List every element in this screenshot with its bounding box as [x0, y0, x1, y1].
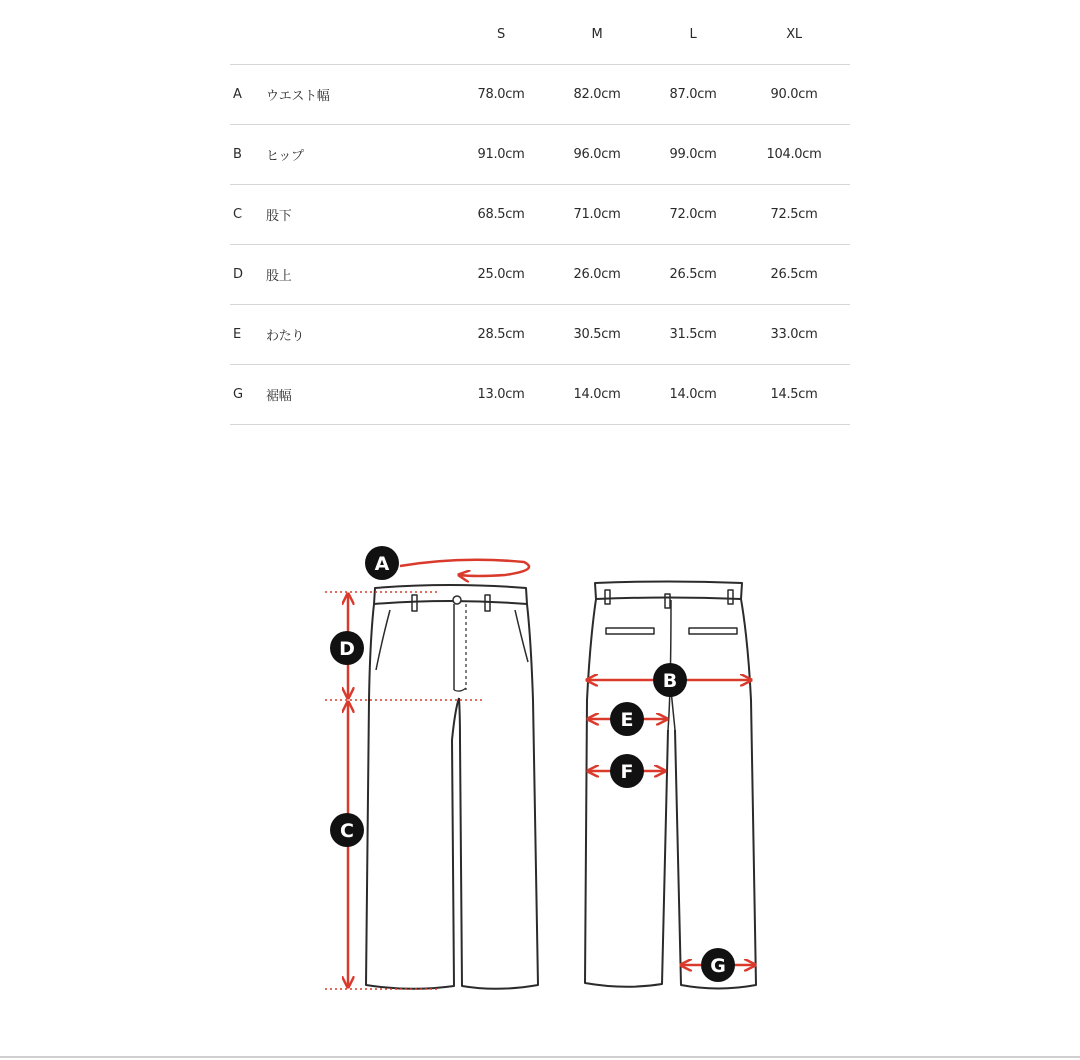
- row-label: ウエスト幅: [266, 89, 330, 104]
- cell-s: 13.0cm: [477, 387, 525, 402]
- label-f: F: [620, 761, 634, 783]
- cell-m: 26.0cm: [573, 267, 621, 282]
- cell-s: 78.0cm: [477, 87, 525, 102]
- cell-xl: 33.0cm: [770, 327, 818, 342]
- cell-m: 82.0cm: [573, 87, 621, 102]
- waist-arrow: [400, 560, 529, 576]
- cell-xl: 14.5cm: [770, 387, 818, 402]
- row-letter: E: [233, 327, 241, 342]
- measurement-guides: [325, 560, 754, 989]
- cell-l: 72.0cm: [669, 207, 717, 222]
- label-d: D: [339, 638, 355, 660]
- column-header-s: S: [497, 26, 505, 42]
- cell-m: 96.0cm: [573, 147, 621, 162]
- cell-m: 30.5cm: [573, 327, 621, 342]
- row-label: 裾幅: [266, 389, 292, 404]
- label-g-badge: [701, 948, 735, 982]
- label-e: E: [620, 709, 634, 731]
- label-g: G: [710, 955, 726, 977]
- cell-xl: 72.5cm: [770, 207, 818, 222]
- label-b-badge: [653, 663, 687, 697]
- column-header-xl: XL: [786, 26, 802, 42]
- label-a: A: [374, 553, 390, 575]
- cell-xl: 104.0cm: [766, 147, 822, 162]
- column-header-l: L: [689, 26, 697, 42]
- cell-l: 31.5cm: [669, 327, 717, 342]
- row-label: わたり: [266, 329, 305, 344]
- row-letter: D: [233, 267, 243, 282]
- back-pants-illustration: [585, 582, 756, 989]
- label-e-badge: [610, 702, 644, 736]
- cell-s: 68.5cm: [477, 207, 525, 222]
- label-c: C: [340, 820, 354, 842]
- row-label: 股上: [266, 269, 292, 284]
- label-f-badge: [610, 754, 644, 788]
- row-letter: C: [233, 207, 242, 222]
- cell-xl: 90.0cm: [770, 87, 818, 102]
- row-letter: B: [233, 147, 242, 162]
- cell-s: 91.0cm: [477, 147, 525, 162]
- cell-xl: 26.5cm: [770, 267, 818, 282]
- front-pants-illustration: [366, 585, 538, 989]
- cell-l: 14.0cm: [669, 387, 717, 402]
- row-letter: A: [233, 87, 242, 102]
- cell-m: 71.0cm: [573, 207, 621, 222]
- cell-s: 25.0cm: [477, 267, 525, 282]
- label-d-badge: [330, 631, 364, 665]
- column-header-m: M: [591, 26, 603, 42]
- row-letter: G: [233, 387, 243, 402]
- row-label: ヒップ: [266, 149, 304, 164]
- cell-l: 87.0cm: [669, 87, 717, 102]
- label-a-badge: [365, 546, 399, 580]
- cell-l: 99.0cm: [669, 147, 717, 162]
- label-b: B: [662, 670, 678, 692]
- bottom-divider: [0, 1056, 1080, 1058]
- cell-m: 14.0cm: [573, 387, 621, 402]
- cell-s: 28.5cm: [477, 327, 525, 342]
- cell-l: 26.5cm: [669, 267, 717, 282]
- label-c-badge: [330, 813, 364, 847]
- row-label: 股下: [266, 209, 292, 224]
